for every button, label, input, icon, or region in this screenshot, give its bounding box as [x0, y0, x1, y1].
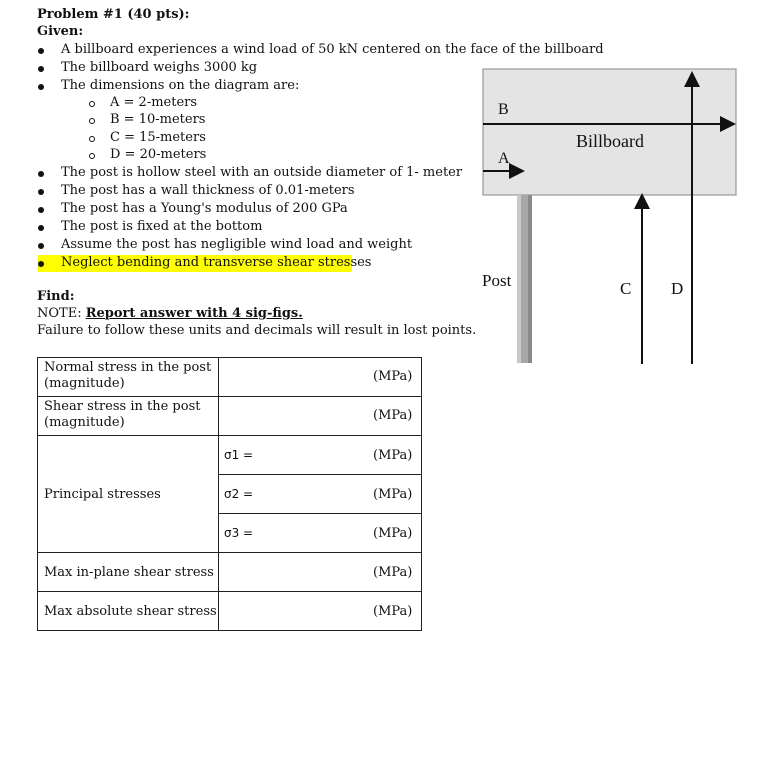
find-label: Find: [37, 289, 75, 304]
bullet-icon [38, 207, 44, 213]
bullet-icon [38, 189, 44, 195]
given-label: Given: [37, 24, 84, 39]
unit-label: (MPa) [373, 565, 413, 580]
answer-field-max-absolute-shear[interactable] [219, 592, 369, 630]
answer-field-sigma3[interactable] [277, 515, 369, 551]
bullet-icon [38, 225, 44, 231]
answer-field-max-inplane-shear[interactable] [219, 553, 369, 591]
note: NOTE: Report answer with 4 sig-figs. [37, 306, 303, 321]
unit-label: (MPa) [373, 604, 413, 619]
label-billboard: Billboard [576, 131, 644, 151]
answer-field-sigma1[interactable] [277, 437, 369, 473]
circle-bullet-icon [89, 153, 95, 159]
row-label-shear-stress: Shear stress in the post (magnitude) [44, 399, 201, 430]
bullet-icon [38, 171, 44, 177]
billboard-diagram [480, 67, 740, 367]
bullet-icon [38, 48, 44, 54]
row-label-principal-stresses: Principal stresses [44, 487, 161, 502]
label-d: D [671, 279, 684, 298]
diagram-svg [480, 67, 740, 367]
row-label-max-absolute-shear: Max absolute shear stress [44, 604, 217, 619]
bullet-icon [38, 261, 44, 267]
unit-label: (MPa) [373, 369, 413, 384]
sigma1-label: σ1 = [224, 448, 254, 462]
bullet-icon [38, 66, 44, 72]
circle-bullet-icon [89, 136, 95, 142]
row-label-normal-stress: Normal stress in the post (magnitude) [44, 360, 212, 391]
label-post: Post [482, 271, 512, 290]
highlighted-item: Neglect bending and transverse shear stresses [38, 255, 352, 272]
unit-label: (MPa) [373, 487, 413, 502]
unit-label: (MPa) [373, 448, 413, 463]
answer-table [37, 357, 422, 631]
circle-bullet-icon [89, 118, 95, 124]
circle-bullet-icon [89, 101, 95, 107]
answer-field-normal-stress[interactable] [219, 358, 369, 396]
bullet-icon [38, 243, 44, 249]
bullet-icon [38, 84, 44, 90]
unit-label: (MPa) [373, 408, 413, 423]
label-c: C [620, 279, 632, 298]
unit-label: (MPa) [373, 526, 413, 541]
note-warning: Failure to follow these units and decimals will result in lost points. [37, 323, 477, 338]
label-b: B [498, 101, 509, 118]
note-underlined: Report answer with 4 sig-figs. [85, 306, 303, 321]
label-a: A [498, 150, 510, 167]
sigma3-label: σ3 = [224, 526, 254, 540]
row-label-max-inplane-shear: Max in-plane shear stress [44, 565, 214, 580]
problem-title: Problem #1 (40 pts): [37, 7, 190, 22]
answer-field-sigma2[interactable] [277, 476, 369, 512]
answer-field-shear-stress[interactable] [219, 397, 369, 435]
sigma2-label: σ2 = [224, 487, 254, 501]
